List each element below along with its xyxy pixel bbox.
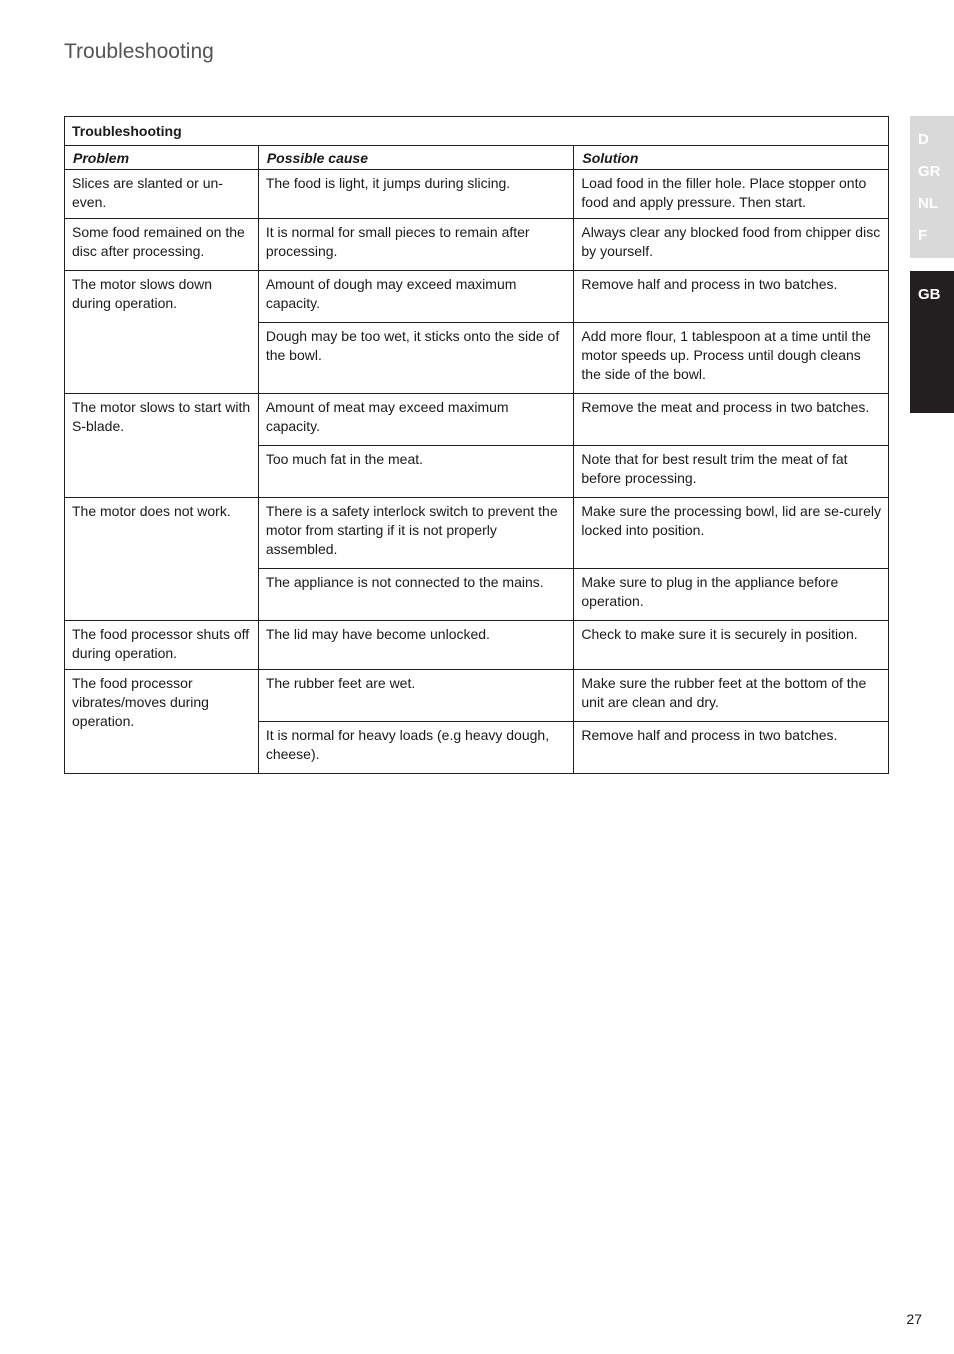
problem-cell: The motor slows to start with S-blade. (65, 394, 259, 498)
problem-cell: The food processor shuts off during operation. (65, 621, 259, 670)
problem-cell: The motor does not work. (65, 498, 259, 621)
lang-tab-d: D (918, 131, 929, 148)
problem-cell: The food processor vibrates/moves during operation. (65, 670, 259, 774)
solution-cell: Load food in the filler hole. Place stopper onto food and apply pressure. Then start. (574, 170, 889, 219)
solution-cell: Make sure the rubber feet at the bottom of the unit are clean and dry. (574, 670, 889, 722)
solution-cell: Make sure to plug in the appliance before operation. (574, 569, 889, 621)
solution-cell: Always clear any blocked food from chipper disc by yourself. (574, 219, 889, 271)
language-tabs-inactive (910, 116, 954, 258)
solution-cell: Check to make sure it is securely in position. (574, 621, 889, 670)
header-solution: Solution (574, 146, 889, 170)
lang-tab-gb: GB (918, 286, 941, 303)
cause-cell: The appliance is not connected to the mains. (258, 569, 574, 621)
cause-cell: There is a safety interlock switch to prevent the motor from starting if it is not properly assembled. (258, 498, 574, 569)
solution-cell: Remove half and process in two batches. (574, 722, 889, 774)
cause-cell: The lid may have become unlocked. (258, 621, 574, 670)
solution-cell: Note that for best result trim the meat of fat before processing. (574, 446, 889, 498)
table-row (65, 219, 889, 271)
cause-cell: Too much fat in the meat. (258, 446, 574, 498)
cause-cell: Amount of meat may exceed maximum capacity. (258, 394, 574, 446)
problem-cell: Some food remained on the disc after processing. (65, 219, 259, 271)
page-title: Troubleshooting (64, 40, 214, 63)
problem-cell: Slices are slanted or un-even. (65, 170, 259, 219)
header-possible-cause: Possible cause (258, 146, 574, 170)
table-row (65, 170, 889, 219)
lang-tab-f: F (918, 227, 928, 244)
table-caption: Troubleshooting (65, 117, 889, 146)
lang-tab-nl: NL (918, 195, 938, 212)
language-tabs (910, 116, 954, 413)
solution-cell: Add more flour, 1 tablespoon at a time until the motor speeds up. Process until dough cleans the side of the bowl. (574, 323, 889, 394)
page-number: 27 (906, 1311, 922, 1327)
solution-cell: Remove the meat and process in two batches. (574, 394, 889, 446)
cause-cell: The food is light, it jumps during slicing. (258, 170, 574, 219)
cause-cell: It is normal for small pieces to remain after processing. (258, 219, 574, 271)
problem-cell: The motor slows down during operation. (65, 271, 259, 394)
table-row (65, 621, 889, 670)
header-problem: Problem (65, 146, 259, 170)
cause-cell: Dough may be too wet, it sticks onto the side of the bowl. (258, 323, 574, 394)
language-tab-active (910, 271, 954, 413)
cause-cell: Amount of dough may exceed maximum capacity. (258, 271, 574, 323)
troubleshooting-table (64, 116, 889, 774)
table-row (65, 498, 889, 569)
table-row (65, 394, 889, 446)
solution-cell: Make sure the processing bowl, lid are se-curely locked into position. (574, 498, 889, 569)
table-caption-row (65, 117, 889, 146)
cause-cell: It is normal for heavy loads (e.g heavy dough, cheese). (258, 722, 574, 774)
table-row (65, 670, 889, 722)
table-header-row (65, 146, 889, 170)
table-row (65, 271, 889, 323)
cause-cell: The rubber feet are wet. (258, 670, 574, 722)
solution-cell: Remove half and process in two batches. (574, 271, 889, 323)
lang-tab-gr: GR (918, 163, 941, 180)
